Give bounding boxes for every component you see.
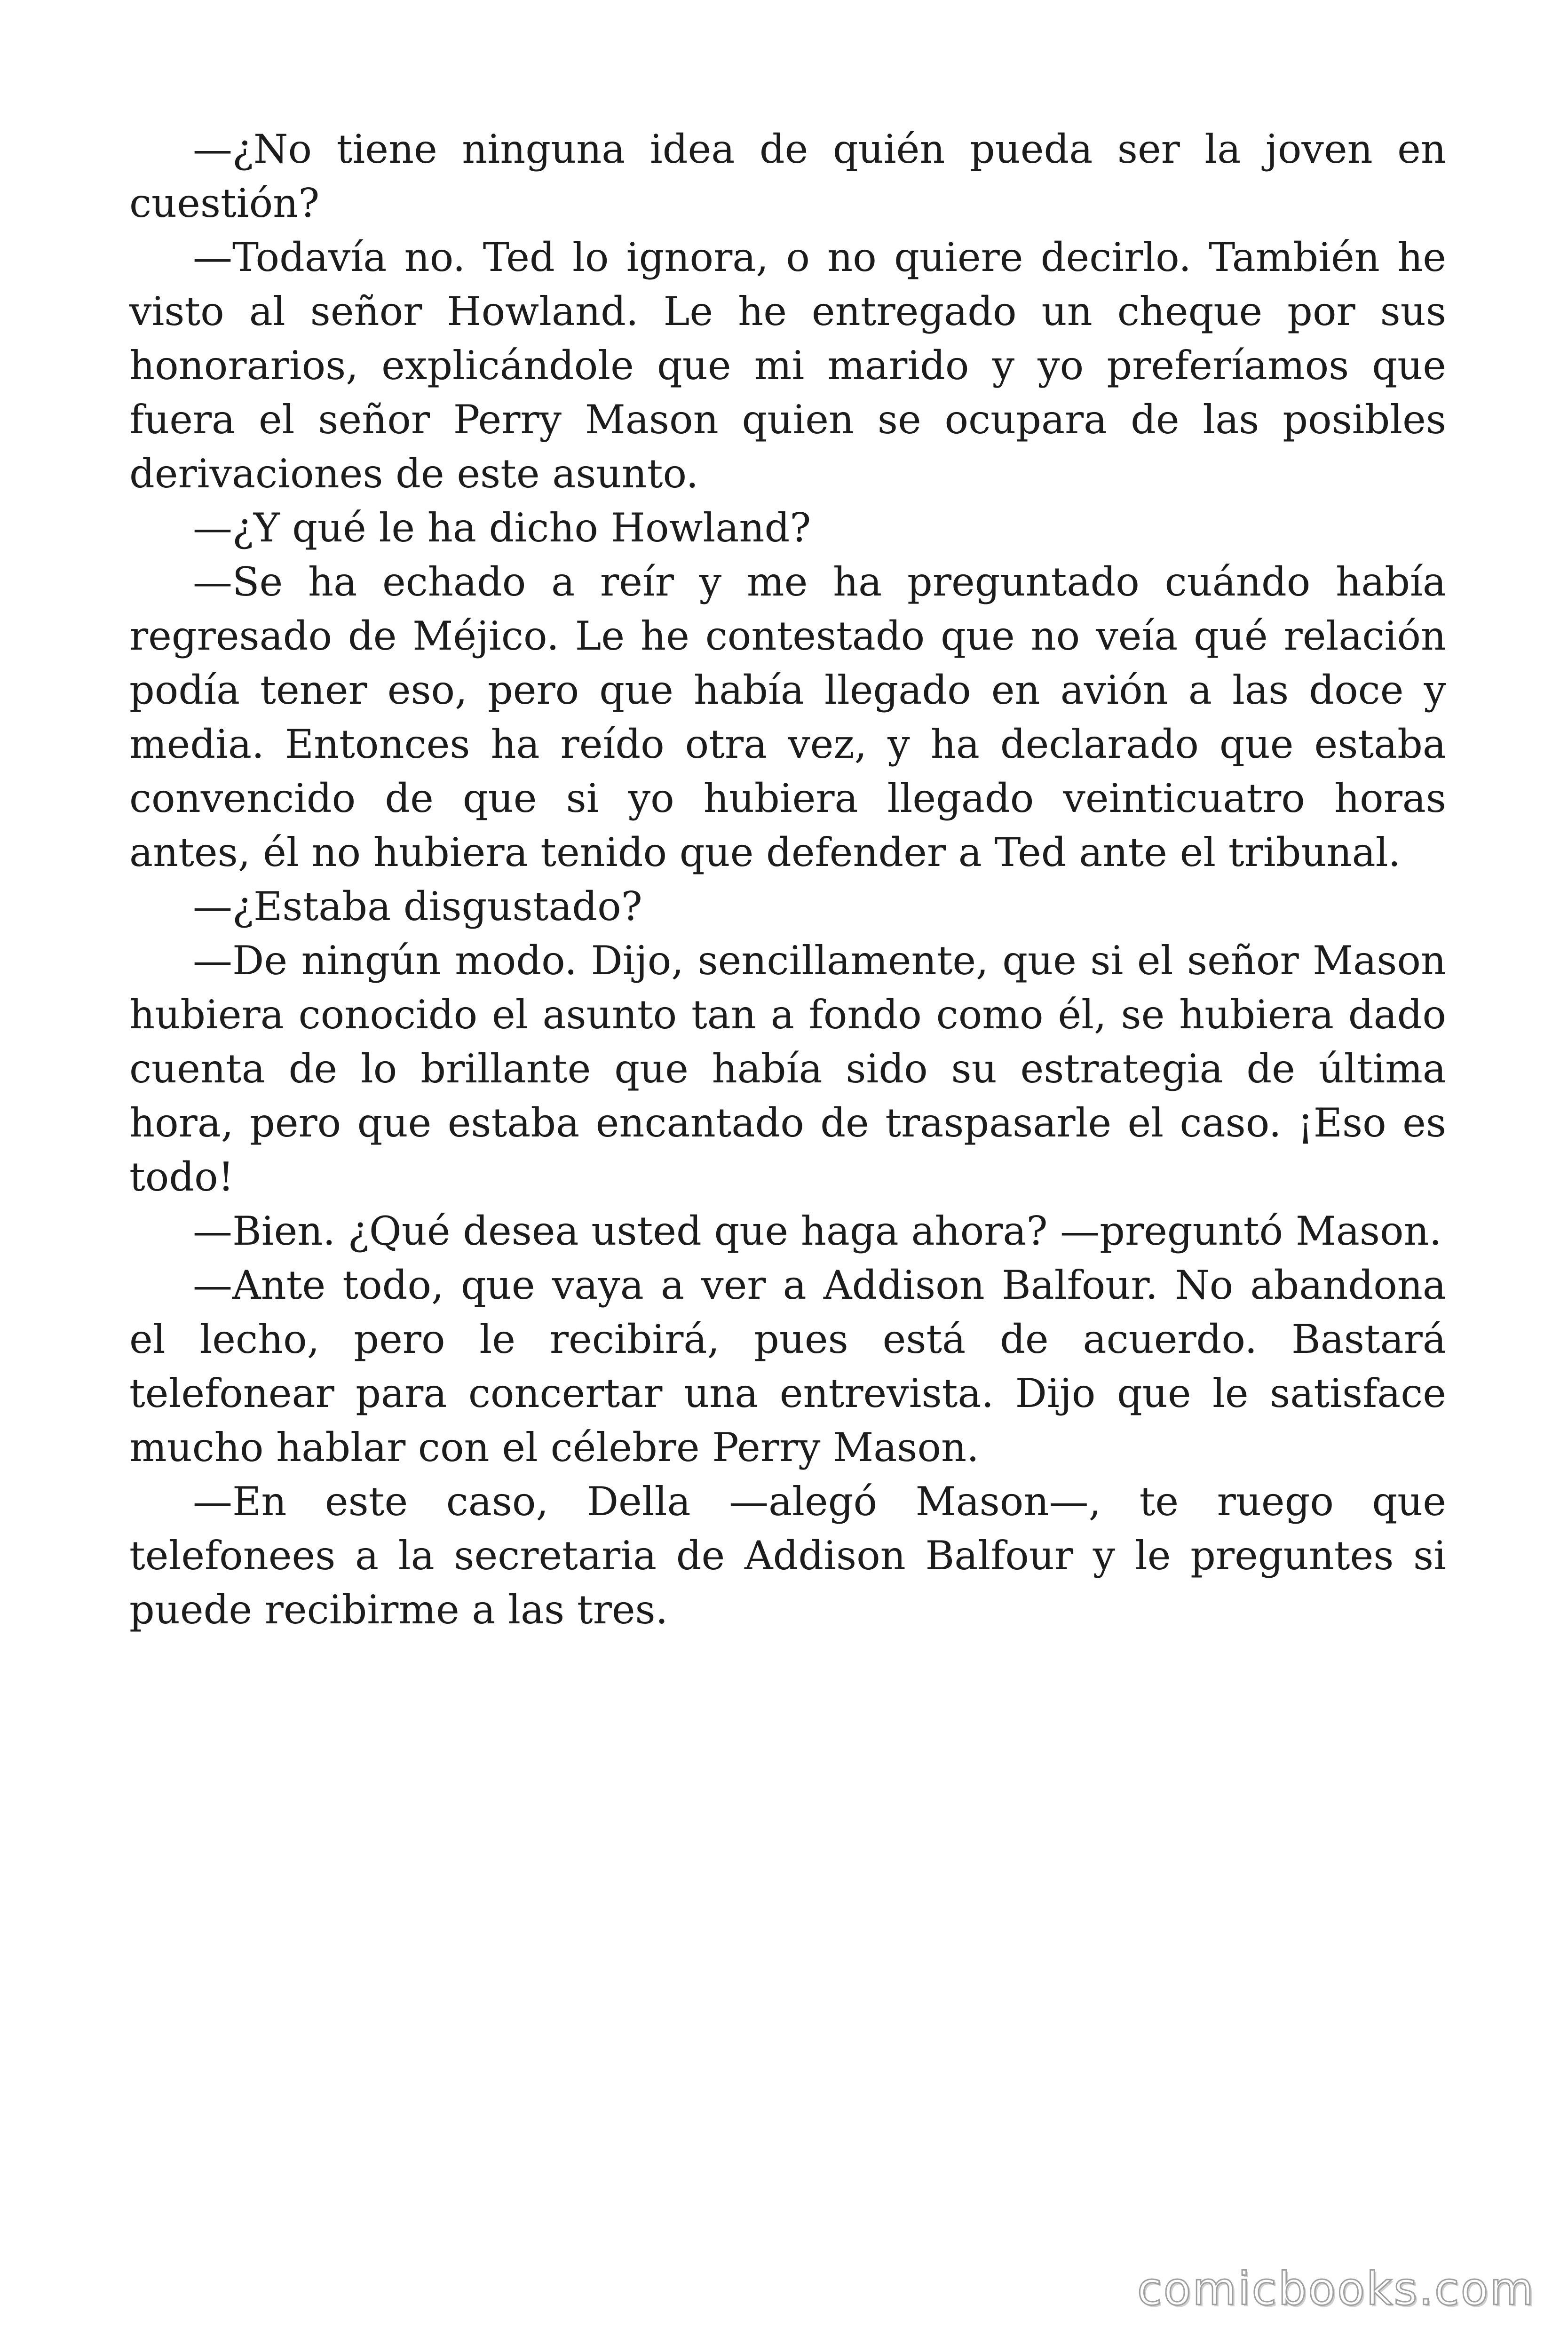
paragraph: —De ningún modo. Dijo, sencillamente, que si el señor Mason hubiera conocido el asunto tan a fondo como él, se hubiera dado cuenta de lo brillante que había sido su estrategia de última hora, pero que estaba encantado de traspasarle el caso. ¡Eso es todo! bbox=[129, 938, 1446, 1200]
paragraph: —Todavía no. Ted lo ignora, o no quiere decirlo. También he visto al señor Howland. Le he entregado un cheque por sus honorarios, explicándole que mi marido y yo preferíamos que fuera el señor Perry Mason quien se ocupara de las posibles derivaciones de este asunto. bbox=[129, 234, 1446, 497]
paragraph: —Se ha echado a reír y me ha preguntado cuándo había regresado de Méjico. Le he contestado que no veía qué relación podía tener eso, pero que había llegado en avión a las doce y media. Entonces ha reído otra vez, y ha declarado que estaba convencido de que si yo hubiera llegado veinticuatro horas antes, él no hubiera tenido que defender a Ted ante el tribunal. bbox=[129, 559, 1446, 875]
page-body bbox=[129, 122, 1446, 1637]
watermark: comicbooks.com bbox=[1137, 2263, 1535, 2315]
paragraph: —¿Y qué le ha dicho Howland? bbox=[193, 505, 811, 551]
paragraph: —¿No tiene ninguna idea de quién pueda ser la joven en cuestión? bbox=[129, 126, 1446, 226]
paragraph: —¿Estaba disgustado? bbox=[193, 883, 642, 930]
paragraph: —Bien. ¿Qué desea usted que haga ahora? —preguntó Mason. bbox=[193, 1208, 1442, 1254]
paragraph: —Ante todo, que vaya a ver a Addison Balfour. No abandona el lecho, pero le recibirá, pues está de acuerdo. Bastará telefonear para concertar una entrevista. Dijo que le satisface mucho hablar con el célebre Perry Mason. bbox=[129, 1262, 1446, 1470]
paragraph: —En este caso, Della —alegó Mason—, te ruego que telefonees a la secretaria de Addison Balfour y le preguntes si puede recibirme a las tres. bbox=[129, 1478, 1446, 1633]
